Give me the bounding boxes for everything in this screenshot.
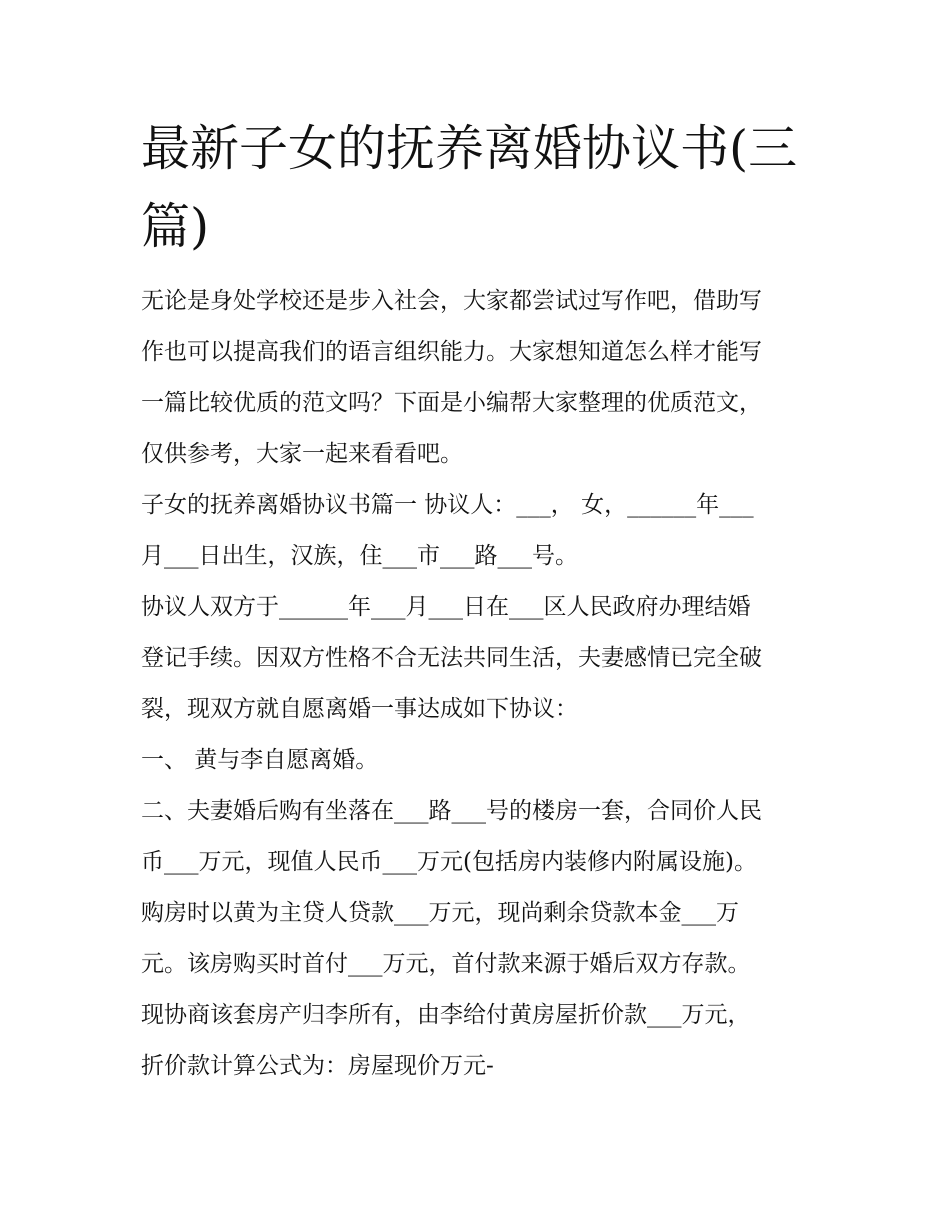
body-line: 月___日出生，汉族，住___市___路___号。 <box>141 543 578 569</box>
body-line: 裂，现双方就自愿离婚一事达成如下协议： <box>141 696 578 722</box>
body-line: 仅供参考，大家一起来看看吧。 <box>141 441 463 467</box>
body-line: 无论是身处学校还是步入社会，大家都尝试过写作吧，借助写 <box>141 288 762 314</box>
body-line: 元。该房购买时首付___万元，首付款来源于婚后双方存款。 <box>141 951 751 977</box>
document-body <box>141 283 831 1099</box>
body-line: 一篇比较优质的范文吗？下面是小编帮大家整理的优质范文， <box>141 390 762 416</box>
body-line: 折价款计算公式为：房屋现价万元- <box>141 1053 494 1079</box>
title-line-2: 篇) <box>141 198 210 255</box>
body-line: 二、夫妻婚后购有坐落在___路___号的楼房一套，合同价人民 <box>141 798 762 824</box>
body-line: 一、 黄与李自愿离婚。 <box>141 747 379 773</box>
document-title <box>141 110 821 266</box>
body-line: 币___万元，现值人民币___万元(包括房内装修内附属设施)。 <box>141 849 757 875</box>
body-line: 购房时以黄为主贷人贷款___万元，现尚剩余贷款本金___万 <box>141 900 739 926</box>
body-line: 现协商该套房产归李所有，由李给付黄房屋折价款___万元， <box>141 1002 751 1028</box>
body-line: 协议人双方于______年___月___日在___区人民政府办理结婚 <box>141 594 751 620</box>
title-line-1: 最新子女的抚养离婚协议书(三 <box>141 120 798 177</box>
body-line: 子女的抚养离婚协议书篇一 协议人：___， 女，______年___ <box>141 492 754 518</box>
body-line: 作也可以提高我们的语言组织能力。大家想知道怎么样才能写 <box>141 339 762 365</box>
body-line: 登记手续。因双方性格不合无法共同生活，夫妻感情已完全破 <box>141 645 762 671</box>
